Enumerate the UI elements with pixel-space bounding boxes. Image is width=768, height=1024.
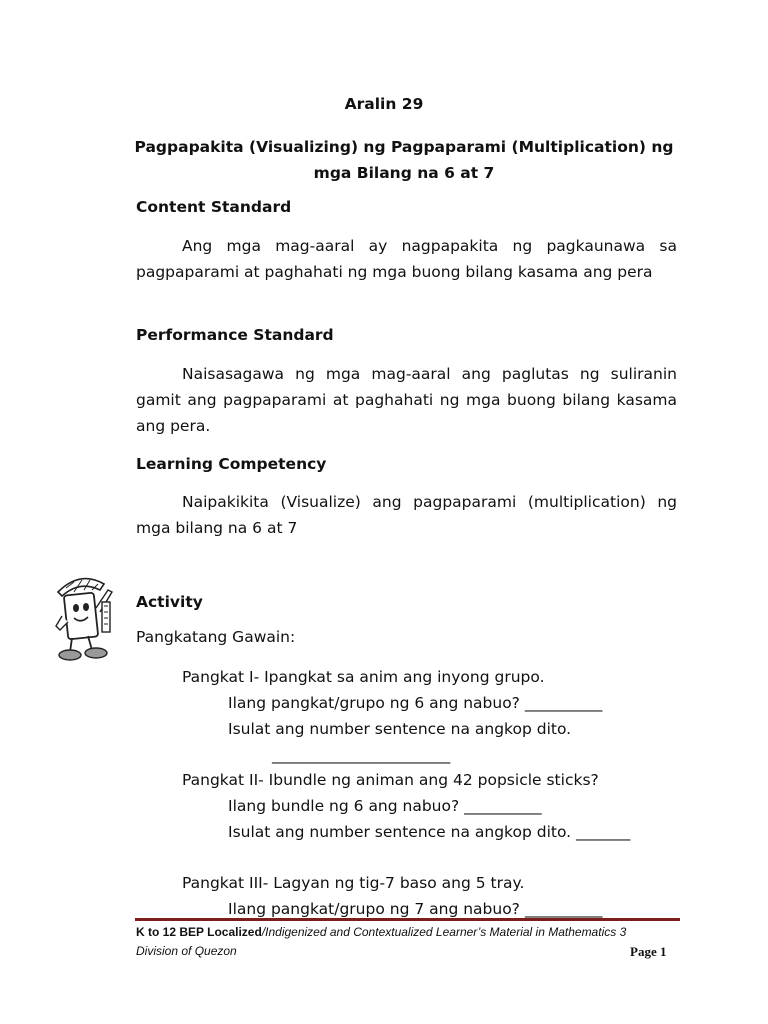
lesson-title-line-2: mga Bilang na 6 at 7 bbox=[313, 164, 495, 182]
activity-subheading: Pangkatang Gawain: bbox=[136, 628, 296, 646]
learning-competency-heading: Learning Competency bbox=[136, 455, 327, 473]
activity-line: Ilang pangkat/grupo ng 7 ang nabuo? __________ bbox=[228, 900, 603, 918]
footer-division: Division of Quezon bbox=[136, 944, 237, 958]
content-standard-text: Ang mga mag-aaral ay nagpapakita ng pagkaunawa sa pagpaparami at paghahati ng mga buong bilang kasama ang pera bbox=[136, 237, 677, 281]
activity-line: Ilang bundle ng 6 ang nabuo? __________ bbox=[228, 797, 542, 815]
footer-material-info: K to 12 BEP Localized/Indigenized and Contextualized Learner’s Material in Mathematics 3 bbox=[136, 925, 627, 939]
activity-line: Isulat ang number sentence na angkop dito. _______ bbox=[228, 823, 631, 841]
performance-standard-heading: Performance Standard bbox=[136, 326, 334, 344]
performance-standard-text: Naisasagawa ng mga mag-aaral ang paglutas ng suliranin gamit ang pagpaparami at paghahati ng mga buong bilang kasama ang pera. bbox=[136, 365, 677, 435]
footer-divider bbox=[135, 918, 680, 921]
lesson-title bbox=[120, 134, 688, 186]
content-standard-heading: Content Standard bbox=[136, 198, 292, 216]
lesson-number: Aralin 29 bbox=[344, 95, 424, 113]
activity-heading: Activity bbox=[136, 593, 203, 611]
activity-line: Isulat ang number sentence na angkop dito. bbox=[228, 720, 572, 738]
activity-line: Pangkat III- Lagyan ng tig-7 baso ang 5 tray. bbox=[182, 874, 525, 892]
activity-line: Ilang pangkat/grupo ng 6 ang nabuo? __________ bbox=[228, 694, 603, 712]
answer-blank: _______________________ bbox=[272, 746, 451, 764]
activity-line: Pangkat I- Ipangkat sa anim ang inyong grupo. bbox=[182, 668, 545, 686]
mascot-illustration bbox=[52, 568, 124, 664]
activity-line: Pangkat II- Ibundle ng animan ang 42 popsicle sticks? bbox=[182, 771, 599, 789]
learning-competency-text: Naipakikita (Visualize) ang pagpaparami (multiplication) ng mga bilang na 6 at 7 bbox=[136, 493, 677, 537]
page-number: Page 1 bbox=[630, 944, 667, 959]
lesson-title-line-1: Pagpapakita (Visualizing) ng Pagpaparami (Multiplication) ng bbox=[134, 138, 674, 156]
